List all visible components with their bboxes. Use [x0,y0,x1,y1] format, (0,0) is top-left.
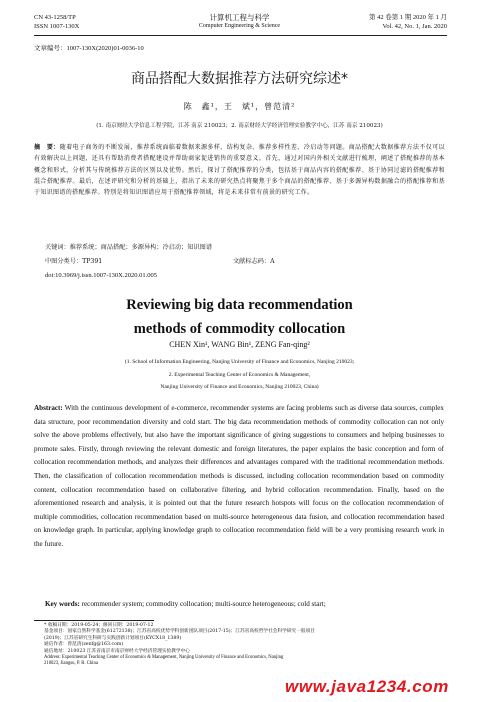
english-title-line2: methods of commodity collocation [133,321,346,337]
english-affiliation [0,356,479,394]
article-number: 文章编号：1007-130X(2020)01-0036-10 [34,45,144,52]
footnote-address-en: Address: Experimental Teaching Center of Economics & Management, Nanjing University of Finance and Economics, Nanjing [44,655,284,661]
english-affiliation-line2: 2. Experimental Teaching Center of Economics & Management, [168,371,311,378]
chinese-abstract-text: 随着电子商务的不断发展，推荐系统面临着数据来源多样、结构复杂、推荐多样性差、冷启动等问题。商品搭配大数据推荐方法不仅可以有效解决以上问题，还具有帮助消费者搭配建设并帮助商家促进销售的重要意义。首先，通过对国内外相关文献进行梳理，阐述了搭配推荐的基本概念和形式，分析其与传统推荐方法的区别以及优势。然后，探讨了搭配推荐的分类，包括基于商品内容的搭配推荐、基于协同过滤的搭配推荐和混合搭配推荐。最后，在述评研究和分析的基础上，指出了未来的研究热点将聚焦于多个商品的搭配推荐、基于多源异构数据融合的搭配推荐和基于知识图谱的搭配推荐。特别是将知识图谱应用于搭配推荐领域，将是未来非常有前景的研究工作。 [34,144,445,197]
cn-number: CN 43-1258/TP [34,14,76,21]
chinese-authors: 陈 鑫¹，王 斌¹，曾范清² [183,102,296,111]
journal-name-cn: 计算机工程与科学 [209,13,270,22]
english-affiliation-line3: Nanjing University of Finance and Economics, Nanjing 210023, China) [160,384,319,390]
chinese-affiliation: (1. 南京财经大学信息工程学院，江苏 南京 210023；2. 南京财经大学经济管理实验教学中心，江苏 南京 210023) [96,123,383,129]
chinese-abstract-label: 摘 要： [34,144,60,151]
footnote-address-en-cont: 210023, Jiangsu, P. R. China [44,661,98,667]
clc-number: 中图分类号：TP391 [45,258,103,265]
journal-name-en: Computer Engineering & Science [198,23,281,29]
english-keywords-label: Key words: [45,600,80,608]
footnote-address-cn: 通信地址：210023 江苏省南京市南京财经大学经济管理实验教学中心 [44,648,190,654]
document-code: 文献标志码：A [233,258,275,265]
footnote-funding: 基金项目：国家自然科学基金(61272138)；江苏省高校优势学科创新团队项目(2017-15)；江苏省高校哲学社会科学研究一般项目 [44,629,315,635]
header-divider [34,35,447,36]
classification-row [45,256,345,265]
chinese-title: 商品搭配大数据推荐方法研究综述* [131,71,348,87]
issue-info-en: Vol. 42, No. 1, Jan. 2020 [382,23,447,30]
footnote-corresponding-author: 通信作者：曾范清(zenfg@163.com) [44,642,124,648]
english-abstract-text: With the continuous development of e-commerce, recommender systems are facing problems such as diverse data sources, complex data structure, poor recommendation diversity and cold start. The big data recommendation methods of commodity collocation can not only solve the above problems effectively, but also have the important significance of giving suggestions to consumers and helping businesses to promote sales. Firstly, through reviewing the relevant domestic and foreign literatures, the paper explains the basic conception and form of collocation recommendation methods, and analyzes their differences and advantages compared with the traditional recommendation methods. Then, the classification of collocation recommendation methods is discussed, including collocation recommendation based on commodity content, collocation recommendation based on collaborative filtering, and hybrid collocation recommendation. Finally, based on the aforementioned research and analysis, it is pointed out that the future research hotspots will focus on the collocation recommendation of multiple commodities, collocation recommendation based on multi-source heterogeneous data fusion, and collocation recommendation based on knowledge graph. In particular, applying knowledge graph to collocation recommendation field will be a very promising research work in the future. [34,404,444,548]
footnote-divider [34,620,154,621]
english-abstract [34,402,444,552]
doi[interactable]: doi:10.3969/j.issn.1007-130X.2020.01.005 [45,272,157,279]
english-title [0,293,479,341]
footnotes [44,623,449,668]
issue-info [369,13,447,31]
english-title-line1: Reviewing big data recommendation [126,297,353,313]
issue-info-cn: 第 42 卷第 1 期 2020 年 1 月 [369,14,447,21]
english-affiliation-line1: (1. School of Information Engineering, Nanjing University of Finance and Economics, Nanjing 210023; [124,359,355,365]
footnote-dates: * 收稿日期：2019-05-24；修回日期：2019-07-12 [44,623,154,628]
english-authors: CHEN Xin¹, WANG Bin¹, ZENG Fan-qing² [169,340,310,349]
english-keywords-text: recommender system; commodity collocation; multi-source heterogeneous; cold start; [81,600,326,608]
issn-number: ISSN 1007-130X [34,23,80,30]
english-abstract-label: Abstract: [34,404,63,412]
chinese-abstract [34,142,445,198]
watermark: www.java1234.com [285,677,449,696]
english-keywords [45,600,445,608]
chinese-keywords: 关键词：推荐系统；商品搭配；多源异构；冷启动；知识图谱 [45,244,213,251]
footnote-funding-cont: (2019)；江苏省研究生科研与实践创新计划项目(KYCX18_1389) [44,635,182,641]
